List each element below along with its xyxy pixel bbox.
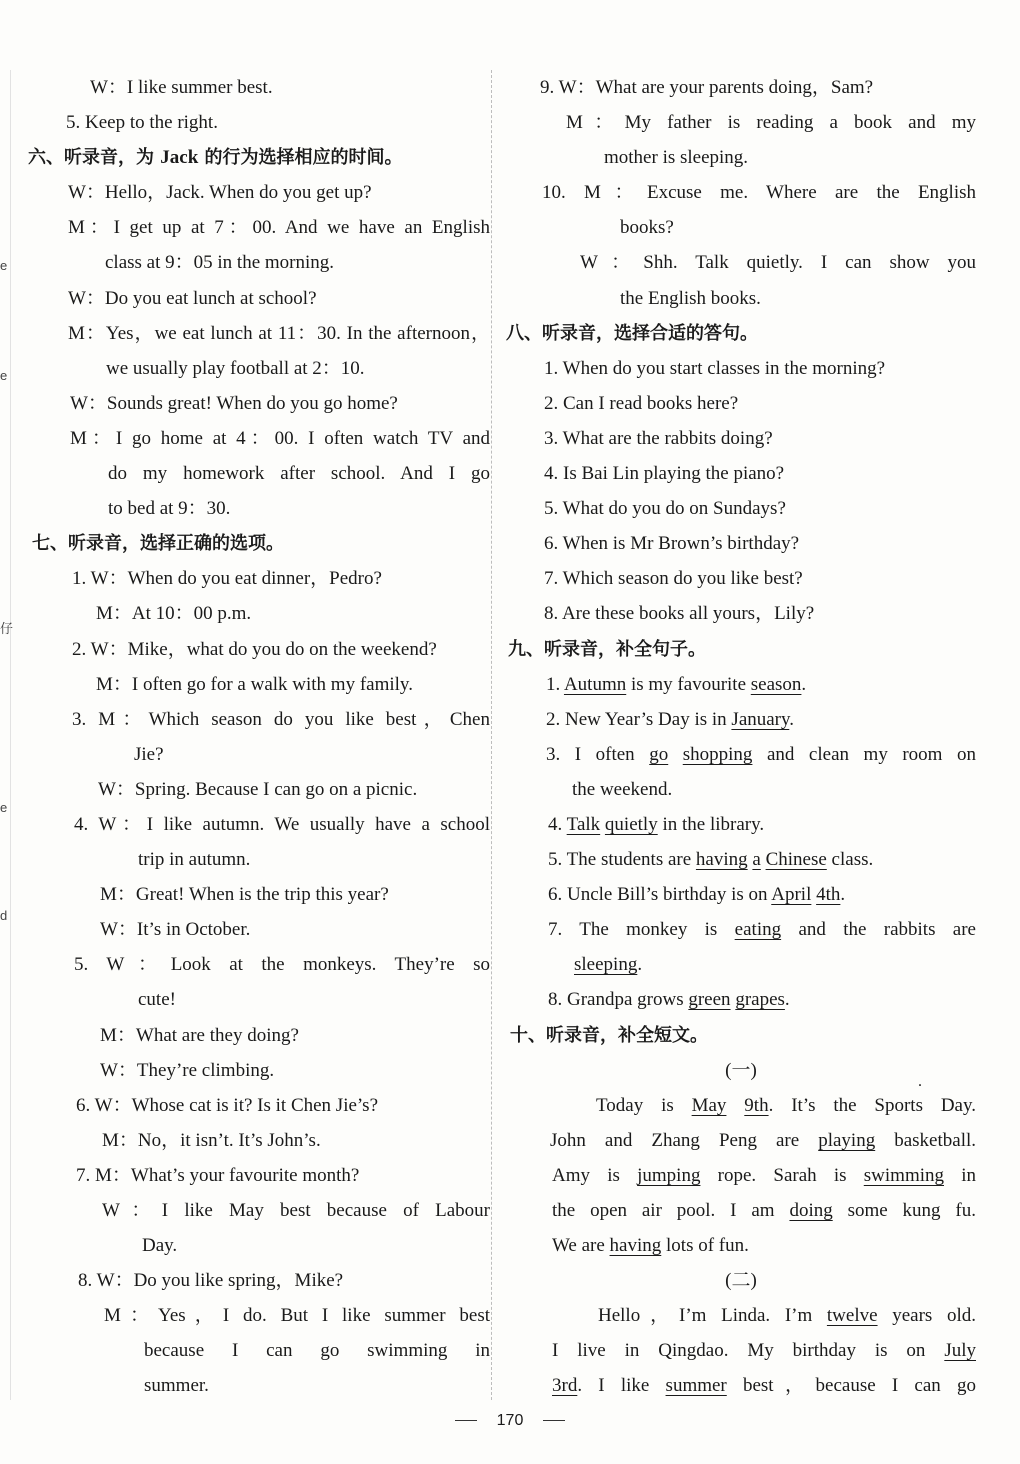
text-line — [506, 421, 976, 456]
text-segment: . — [840, 884, 846, 906]
answer-blank: grapes — [735, 989, 785, 1011]
text-line — [28, 982, 490, 1017]
text-line — [28, 807, 490, 842]
text-line — [28, 702, 490, 737]
answer-blank: January — [731, 708, 790, 730]
text-segment: the weekend. — [572, 778, 673, 800]
text-line — [506, 1228, 976, 1263]
text-line — [506, 526, 976, 561]
text-segment: 8. W：Do you like spring，Mike? — [78, 1270, 344, 1292]
text-segment: the English books. — [620, 287, 761, 309]
text-segment: basketball. — [875, 1129, 976, 1151]
text-line — [506, 982, 976, 1017]
text-line — [28, 1018, 490, 1053]
text-line — [28, 596, 490, 631]
text-line — [506, 386, 976, 421]
text-segment: because I can go swimming in — [144, 1340, 490, 1362]
answer-blank: April — [771, 884, 812, 906]
text-segment: 6. When is Mr Brown’s birthday? — [544, 533, 800, 555]
text-line — [28, 1123, 490, 1158]
section-heading — [506, 1018, 976, 1053]
text-segment — [668, 744, 683, 765]
text-segment: Day. — [142, 1235, 178, 1257]
answer-blank: 4th — [816, 884, 841, 906]
text-line — [506, 842, 976, 877]
text-line — [28, 1333, 490, 1368]
footer-dash — [543, 1420, 565, 1421]
text-segment: 八、听录音，选择合适的答句。 — [506, 322, 758, 344]
edge-fragment: e — [0, 800, 8, 815]
text-segment: 7. M：What’s your favourite month? — [76, 1164, 360, 1186]
edge-fragment: 仔 — [0, 621, 14, 636]
text-segment: M：Great! When is the trip this year? — [100, 884, 389, 906]
text-segment: W：I like May best because of Labour — [102, 1200, 490, 1221]
text-segment: class. — [826, 849, 874, 871]
text-line — [28, 1158, 490, 1193]
text-segment: M：My father is reading a book and my — [566, 112, 976, 134]
page-footer — [0, 1412, 1020, 1430]
text-segment: 5. What do you do on Sundays? — [544, 498, 786, 520]
text-segment: M：I often go for a walk with my family. — [96, 673, 413, 695]
text-line — [506, 1088, 976, 1123]
text-line — [506, 877, 976, 912]
text-line — [28, 351, 490, 386]
text-line — [28, 175, 490, 210]
text-line — [506, 281, 976, 316]
answer-blank: a — [752, 849, 761, 871]
text-segment: W：Sounds great! When do you go home? — [70, 392, 398, 414]
answer-blank: twelve — [826, 1305, 878, 1327]
answer-blank: swimming — [863, 1164, 944, 1186]
text-segment: 1. — [546, 673, 564, 695]
text-segment: 8. Grandpa grows — [548, 989, 689, 1011]
text-segment: M：At 10：00 p.m. — [96, 603, 252, 625]
text-segment: in — [944, 1164, 976, 1186]
answer-blank: May — [691, 1094, 727, 1116]
text-line — [506, 1263, 976, 1298]
text-line — [506, 772, 976, 807]
text-line — [28, 210, 490, 245]
column-divider — [491, 70, 492, 1400]
text-segment: Today is — [596, 1094, 692, 1116]
text-segment: 4. — [548, 813, 567, 835]
text-line — [28, 316, 490, 351]
answer-blank: go — [649, 743, 669, 765]
text-segment: M：No，it isn’t. It’s John’s. — [102, 1129, 321, 1151]
text-segment: 1. W：When do you eat dinner，Pedro? — [72, 568, 382, 590]
text-line — [506, 1053, 976, 1088]
text-segment: 九、听录音，补全句子。 — [508, 638, 706, 660]
edge-fragment: e — [0, 368, 8, 383]
text-segment: 3. I often — [546, 743, 650, 765]
text-line — [28, 1193, 490, 1228]
text-line — [506, 947, 976, 982]
page-number: 170 — [496, 1412, 524, 1429]
text-segment: W：Shh. Talk quietly. I can show you — [580, 252, 976, 274]
text-segment: W：Spring. Because I can go on a picnic. — [98, 778, 418, 800]
text-segment: 4. W：I like autumn. We usually have a school — [74, 813, 490, 835]
text-segment: 2. New Year’s Day is in — [546, 708, 732, 730]
text-segment: John and Zhang Peng are — [550, 1129, 819, 1151]
text-line — [28, 421, 490, 456]
text-line — [506, 1333, 976, 1368]
text-segment: 3. What are the rabbits doing? — [544, 427, 773, 449]
text-line — [28, 491, 490, 526]
text-segment: 8. Are these books all yours，Lily? — [544, 603, 815, 625]
text-line — [28, 947, 490, 982]
answer-blank: Autumn — [563, 673, 627, 695]
text-line — [506, 140, 976, 175]
text-segment: . — [637, 954, 643, 976]
text-line — [28, 1053, 490, 1088]
section-heading — [506, 632, 976, 667]
text-line — [506, 561, 976, 596]
stray-dot: . — [918, 1073, 922, 1090]
text-segment: 6. W：Whose cat is it? Is it Chen Jie’s? — [76, 1094, 379, 1116]
text-segment: 6. Uncle Bill’s birthday is on — [548, 884, 772, 906]
edge-fragment: d — [0, 908, 8, 923]
text-segment: cute! — [138, 989, 176, 1011]
answer-blank: 3rd — [552, 1375, 578, 1397]
text-segment: W：It’s in October. — [100, 919, 251, 941]
text-line — [506, 667, 976, 702]
text-line — [28, 1368, 490, 1403]
text-line — [28, 1263, 490, 1298]
answer-blank: doing — [789, 1200, 833, 1221]
text-segment: mother is sleeping. — [604, 147, 749, 169]
answer-blank: having — [695, 849, 748, 871]
text-segment: M：I go home at 4：00. I often watch TV and — [70, 427, 490, 449]
text-line — [28, 737, 490, 772]
footer-dash — [455, 1420, 477, 1421]
text-line — [506, 70, 976, 105]
text-line — [506, 491, 976, 526]
text-segment: 5. The students are — [548, 849, 696, 871]
text-line — [506, 245, 976, 280]
text-line — [28, 105, 490, 140]
text-segment: summer. — [144, 1375, 209, 1397]
answer-blank: Talk — [566, 813, 601, 835]
text-segment: some kung fu. — [832, 1200, 976, 1221]
text-segment: W：I like summer best. — [90, 77, 273, 98]
answer-blank: sleeping — [574, 954, 638, 976]
text-line — [28, 772, 490, 807]
answer-blank: July — [944, 1340, 976, 1362]
text-line — [506, 1368, 976, 1403]
text-line — [28, 877, 490, 912]
text-line — [506, 1298, 976, 1333]
text-segment: 2. W：Mike，what do you do on the weekend? — [72, 638, 437, 660]
text-segment: (一) — [725, 1059, 757, 1081]
text-segment: (二) — [725, 1270, 757, 1292]
text-segment: 2. Can I read books here? — [544, 392, 739, 414]
text-segment: books? — [620, 217, 674, 239]
text-line — [28, 281, 490, 316]
text-line — [506, 175, 976, 210]
text-segment: W：Hello，Jack. When do you get up? — [68, 182, 372, 204]
text-segment: and the rabbits are — [781, 919, 976, 941]
text-segment: 4. Is Bai Lin playing the piano? — [544, 463, 785, 485]
text-segment: 1. When do you start classes in the morning? — [544, 357, 886, 379]
text-segment: 7. The monkey is — [548, 919, 735, 941]
text-segment: the open air pool. I am — [552, 1200, 790, 1221]
text-line — [28, 1228, 490, 1263]
text-segment: 7. Which season do you like best? — [544, 568, 803, 590]
section-heading — [28, 526, 490, 561]
text-line — [506, 737, 976, 772]
right-column — [506, 70, 976, 1404]
answer-blank: jumping — [637, 1164, 701, 1186]
text-line — [506, 912, 976, 947]
text-line — [28, 561, 490, 596]
answer-blank: summer — [665, 1375, 727, 1397]
section-heading — [28, 140, 490, 175]
text-line — [28, 842, 490, 877]
text-segment: 七、听录音，选择正确的选项。 — [32, 533, 284, 555]
text-line — [506, 702, 976, 737]
text-segment: best，because I can go — [726, 1375, 976, 1397]
left-column — [28, 70, 490, 1404]
text-segment: lots of fun. — [661, 1235, 749, 1257]
edge-fragment: e — [0, 258, 8, 273]
section-heading — [506, 316, 976, 351]
text-segment — [726, 1095, 744, 1116]
text-segment: Amy is — [552, 1164, 638, 1186]
text-line — [506, 210, 976, 245]
text-line — [506, 456, 976, 491]
text-segment: is my favourite — [626, 673, 751, 695]
answer-blank: Chinese — [765, 849, 827, 871]
text-segment: 10. M：Excuse me. Where are the English — [542, 182, 976, 204]
text-segment: We are — [552, 1235, 610, 1257]
text-segment: years old. — [877, 1305, 976, 1327]
text-segment: rope. Sarah is — [700, 1164, 864, 1186]
text-segment: I live in Qingdao. My birthday is on — [552, 1340, 945, 1362]
text-segment: . I like — [577, 1375, 666, 1397]
text-segment: . — [784, 989, 790, 1011]
answer-blank: 9th — [744, 1094, 769, 1116]
text-line — [506, 351, 976, 386]
text-segment: and clean my room on — [752, 743, 976, 765]
text-segment: we usually play football at 2：10. — [106, 357, 365, 379]
answer-blank: playing — [818, 1129, 876, 1151]
text-line — [28, 456, 490, 491]
answer-blank: season — [750, 673, 802, 695]
text-segment: 十、听录音，补全短文。 — [510, 1024, 708, 1046]
text-line — [28, 1088, 490, 1123]
text-line — [506, 1123, 976, 1158]
text-segment: Hello，I’m Linda. I’m — [598, 1305, 827, 1327]
text-segment: 5. Keep to the right. — [66, 112, 218, 134]
text-line — [28, 667, 490, 702]
text-segment: M：Yes，I do. But I like summer best — [104, 1305, 490, 1327]
text-line — [506, 596, 976, 631]
text-segment: W：Do you eat lunch at school? — [68, 287, 317, 309]
answer-blank: eating — [734, 919, 782, 941]
text-segment: 的行为选择相应的时间。 — [198, 147, 403, 169]
text-line — [28, 632, 490, 667]
text-segment: 六、听录音，为 — [28, 147, 161, 169]
text-line — [506, 1158, 976, 1193]
text-segment: . — [801, 673, 807, 695]
text-segment: 9. W：What are your parents doing，Sam? — [540, 77, 874, 98]
text-segment: M：I get up at 7：00. And we have an English — [68, 217, 490, 239]
text-line — [506, 807, 976, 842]
heading-name: Jack — [160, 147, 199, 169]
text-line — [28, 70, 490, 105]
text-segment: W：They’re climbing. — [100, 1059, 275, 1081]
answer-blank: quietly — [604, 813, 658, 835]
text-line — [506, 105, 976, 140]
text-segment: . — [789, 708, 795, 730]
text-segment: M：What are they doing? — [100, 1024, 299, 1046]
text-segment: in the library. — [657, 813, 765, 835]
text-segment: class at 9：05 in the morning. — [105, 252, 335, 274]
text-line — [28, 245, 490, 280]
text-line — [28, 1298, 490, 1333]
text-segment: do my homework after school. And I go — [108, 463, 490, 485]
text-line — [28, 912, 490, 947]
text-line — [28, 386, 490, 421]
answer-blank: green — [688, 989, 731, 1011]
text-line — [506, 1193, 976, 1228]
binding-margin-rule — [10, 70, 11, 1400]
text-segment: trip in autumn. — [138, 849, 251, 871]
answer-blank: shopping — [682, 743, 753, 765]
text-segment: M：Yes，we eat lunch at 11：30. In the afternoon， — [68, 322, 490, 344]
text-segment: Jie? — [134, 743, 164, 765]
text-segment: to bed at 9：30. — [108, 498, 231, 520]
text-segment: 5. W：Look at the monkeys. They’re so — [74, 954, 490, 976]
answer-blank: having — [609, 1235, 662, 1257]
text-segment: . It’s the Sports Day. — [768, 1094, 976, 1116]
text-segment: 3. M：Which season do you like best，Chen — [72, 708, 490, 730]
